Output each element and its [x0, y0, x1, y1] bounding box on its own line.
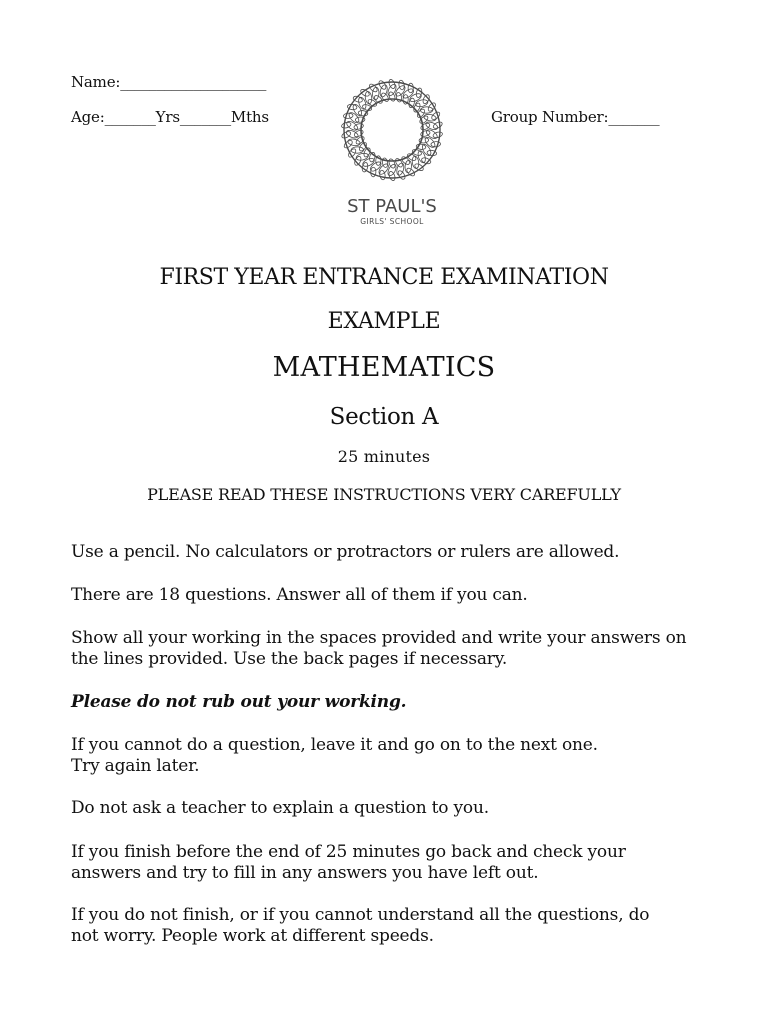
exam-duration: 25 minutes [337, 447, 431, 466]
laurel-leaf-icon [398, 80, 405, 90]
laurel-leaf-icon [414, 162, 425, 171]
laurel-leaf-icon [425, 128, 439, 140]
instruction-paragraph [71, 542, 711, 563]
instruction-line: If you cannot do a question, leave it and go on to the next one. [71, 735, 598, 755]
exam-section: Section A [329, 404, 439, 430]
instruction-line: answers and try to fill in any answers you have left out. [71, 863, 539, 883]
exam-example-label: EXAMPLE [327, 309, 441, 334]
exam-subject: MATHEMATICS [272, 352, 496, 383]
school-logo [330, 66, 454, 234]
school-subtitle: GIRLS' SCHOOL [360, 217, 424, 226]
laurel-leaf-icon [432, 121, 443, 130]
instructions-heading: PLEASE READ THESE INSTRUCTIONS VERY CAREFULLY [147, 485, 621, 504]
laurel-leaf-icon [409, 92, 423, 103]
instruction-paragraph [71, 735, 711, 777]
laurel-leaf-icon [345, 129, 359, 140]
laurel-leaf-icon [353, 155, 362, 166]
instruction-paragraph [71, 798, 711, 819]
laurel-leaf-icon [388, 79, 396, 90]
instruction-line: If you finish before the end of 25 minutes go back and check your [71, 842, 626, 862]
instruction-line: Use a pencil. No calculators or protractors or rulers are allowed. [71, 542, 620, 562]
laurel-leaf-icon [388, 158, 396, 169]
laurel-leaf-icon [371, 167, 377, 177]
instruction-line: There are 18 questions. Answer all of them if you can. [71, 585, 528, 605]
laurel-wreath-icon [341, 79, 443, 182]
laurel-leaf-icon [362, 157, 376, 168]
instruction-paragraph [71, 628, 711, 670]
laurel-leaf-icon [341, 130, 352, 139]
instruction-line: Do not ask a teacher to explain a question to you. [71, 798, 489, 818]
laurel-leaf-icon [360, 88, 371, 97]
age-field[interactable]: Age:_______Yrs_______Mths [71, 108, 269, 126]
laurel-leaf-icon [422, 94, 431, 105]
laurel-leaf-icon [397, 170, 407, 181]
laurel-leaf-icon [351, 147, 364, 154]
laurel-leaf-icon [405, 160, 412, 173]
laurel-leaf-icon [408, 83, 414, 93]
laurel-leaf-icon [347, 138, 360, 146]
school-name: ST PAUL'S [347, 196, 437, 217]
laurel-leaf-icon [343, 113, 353, 119]
exam-title: FIRST YEAR ENTRANCE EXAMINATION [159, 265, 609, 290]
laurel-leaf-icon [382, 158, 389, 168]
laurel-leaf-icon [423, 113, 436, 121]
instruction-line: Please do not rub out your working. [71, 692, 407, 712]
group-number-field[interactable]: Group Number:_______ [491, 108, 660, 126]
laurel-leaf-icon [357, 96, 367, 110]
laurel-leaf-icon [378, 80, 388, 91]
instruction-line: the lines provided. Use the back pages if necessary. [71, 649, 508, 669]
laurel-leaf-icon [388, 171, 396, 182]
instruction-line: Show all your working in the spaces provided and write your answers on [71, 628, 687, 648]
laurel-leaf-icon [396, 92, 403, 102]
laurel-leaf-icon [352, 95, 363, 103]
instruction-paragraph [71, 905, 711, 947]
laurel-leaf-icon [425, 121, 439, 132]
instruction-paragraph [71, 842, 711, 884]
laurel-leaf-icon [379, 170, 386, 180]
laurel-leaf-icon [372, 87, 379, 100]
laurel-leaf-icon [420, 107, 433, 114]
laurel-leaf-icon [421, 157, 432, 165]
instruction-emphasis [71, 692, 711, 713]
name-field[interactable]: Name:____________________ [71, 73, 267, 91]
instruction-line: Try again later. [71, 756, 200, 776]
instruction-paragraph [71, 585, 711, 606]
laurel-leaf-icon [431, 141, 441, 147]
instruction-line: not worry. People work at different speeds. [71, 926, 434, 946]
instruction-line: If you do not finish, or if you cannot understand all the questions, do [71, 905, 650, 925]
laurel-leaf-icon [417, 150, 427, 164]
laurel-leaf-icon [345, 120, 359, 132]
laurel-leaf-icon [388, 91, 396, 102]
